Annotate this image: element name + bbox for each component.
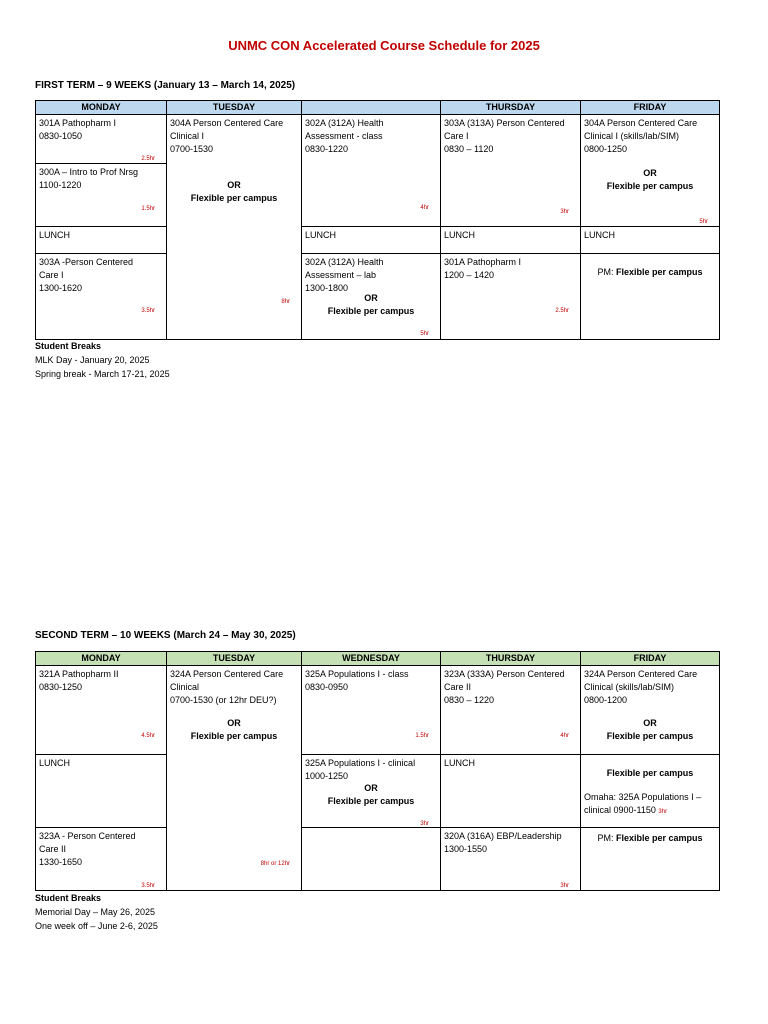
course-label: 301A Pathopharm I xyxy=(39,118,117,128)
breaks-title: Student Breaks xyxy=(35,893,102,903)
flexible-label: Flexible per campus xyxy=(606,181,694,191)
lunch-label: LUNCH xyxy=(444,758,476,768)
course-time: 0800-1250 xyxy=(584,144,628,154)
hours-label: 3.5hr xyxy=(141,883,155,889)
course-time: 0830-1220 xyxy=(305,144,349,154)
term1-mon-intro-cell xyxy=(35,163,167,227)
break-item: Spring break - March 17-21, 2025 xyxy=(35,369,170,379)
course-time: 1330-1650 xyxy=(39,857,83,867)
break-item: Memorial Day – May 26, 2025 xyxy=(35,907,156,917)
course-time: 1300-1800 xyxy=(305,283,349,293)
flexible-label: Flexible per campus xyxy=(327,796,415,806)
or-label: OR xyxy=(643,168,657,178)
lunch-label: LUNCH xyxy=(305,230,337,240)
term1-thu-person-centered-cell xyxy=(440,114,581,227)
term2-fri-clinical-cell xyxy=(580,665,720,755)
term1-fri-clinical-cell xyxy=(580,114,720,227)
term1-header-monday: MONDAY xyxy=(35,100,167,115)
hours-label: 1.5hr xyxy=(415,733,429,739)
pm-flexible-line xyxy=(581,832,719,845)
hours-label: 4hr xyxy=(560,733,569,739)
hours-label: 8hr or 12hr xyxy=(260,861,290,867)
flexible-label: Flexible per campus xyxy=(615,833,703,843)
course-label: 301A Pathopharm I xyxy=(444,257,522,267)
hours-label: 8hr xyxy=(281,299,290,305)
term2-header-wednesday: WEDNESDAY xyxy=(301,651,441,666)
lunch-label: LUNCH xyxy=(39,230,71,240)
course-label: 323A - Person Centered xyxy=(39,831,136,841)
term1-student-breaks xyxy=(35,339,170,381)
term2-thu-lunch-cell xyxy=(440,754,581,828)
course-label-cont: Clinical (skills/lab/SIM) xyxy=(584,682,675,692)
course-label: 320A (316A) EBP/Leadership xyxy=(444,831,562,841)
flexible-label: Flexible per campus xyxy=(190,193,278,203)
term1-mon-person-centered-cell xyxy=(35,253,167,340)
term1-header-tuesday: TUESDAY xyxy=(166,100,302,115)
term2-thu-ebp-cell xyxy=(440,827,581,891)
course-label: 325A Populations I - class xyxy=(305,669,409,679)
hours-label: 4.5hr xyxy=(141,733,155,739)
course-time: 0830-0950 xyxy=(305,682,349,692)
course-time: 0700-1530 xyxy=(170,144,214,154)
hours-label: 5hr xyxy=(699,219,708,225)
course-time: 1300-1550 xyxy=(444,844,488,854)
omaha-time-text: clinical 0900-1150 xyxy=(584,805,656,815)
term2-header-friday: FRIDAY xyxy=(580,651,720,666)
flexible-label: Flexible per campus xyxy=(615,267,703,277)
course-label: 300A – Intro to Prof Nrsg xyxy=(39,167,139,177)
course-label-cont: Assessment – lab xyxy=(305,270,377,280)
term2-tue-clinical-cell xyxy=(166,665,302,891)
course-label-cont: Clinical xyxy=(170,682,200,692)
course-label: 324A Person Centered Care xyxy=(170,669,284,679)
course-label: 325A Populations I - clinical xyxy=(305,758,416,768)
course-label-cont: Care I xyxy=(39,270,64,280)
course-label-cont: Care II xyxy=(39,844,67,854)
flexible-label: Flexible per campus xyxy=(327,306,415,316)
term1-header-thursday: THURSDAY xyxy=(440,100,581,115)
hours-label: 2.5hr xyxy=(141,156,155,162)
term2-mon-person-centered-cell xyxy=(35,827,167,891)
hours-label: 3.5hr xyxy=(141,308,155,314)
or-label: OR xyxy=(227,718,241,728)
course-time: 1100-1220 xyxy=(39,180,82,190)
term2-heading: SECOND TERM – 10 WEEKS (March 24 – May 30, 2025) xyxy=(35,630,296,641)
term1-fri-lunch-cell xyxy=(580,226,720,254)
course-time: 0830-1250 xyxy=(39,682,83,692)
break-item: MLK Day - January 20, 2025 xyxy=(35,355,150,365)
hours-label: 2.5hr xyxy=(555,308,569,314)
course-label: 323A (333A) Person Centered xyxy=(444,669,565,679)
term2-fri-pm-cell xyxy=(580,827,720,891)
or-label: OR xyxy=(364,783,378,793)
flexible-label: Flexible per campus xyxy=(606,768,694,778)
course-label: 321A Pathopharm II xyxy=(39,669,119,679)
term2-wed-populations-clinical-cell xyxy=(301,754,441,828)
page-title: UNMC CON Accelerated Course Schedule for 2025 xyxy=(228,38,540,53)
term1-wed-assessment-class-cell xyxy=(301,114,441,227)
term1-wed-lunch-cell xyxy=(301,226,441,254)
course-time: 0830-1050 xyxy=(39,131,83,141)
hours-label: 5hr xyxy=(420,331,429,337)
hours-label: 3hr xyxy=(560,209,569,215)
term2-mon-pathopharm-cell xyxy=(35,665,167,755)
lunch-label: LUNCH xyxy=(584,230,616,240)
term2-wed-populations-class-cell xyxy=(301,665,441,755)
break-item: One week off – June 2-6, 2025 xyxy=(35,921,158,931)
term2-wed-empty-cell xyxy=(301,827,441,891)
lunch-label: LUNCH xyxy=(444,230,476,240)
course-time: 1300-1620 xyxy=(39,283,83,293)
pm-flexible-line xyxy=(581,266,719,279)
pm-label: PM: xyxy=(597,267,614,277)
course-label: 324A Person Centered Care xyxy=(584,669,698,679)
term1-header-friday: FRIDAY xyxy=(580,100,720,115)
course-time: 0800-1200 xyxy=(584,695,628,705)
course-label: 302A (312A) Health xyxy=(305,118,384,128)
term1-thu-pathopharm-cell xyxy=(440,253,581,340)
term1-wed-assessment-lab-cell xyxy=(301,253,441,340)
or-label: OR xyxy=(364,293,378,303)
term1-thu-lunch-cell xyxy=(440,226,581,254)
term1-mon-lunch-cell xyxy=(35,226,167,254)
course-time: 1200 – 1420 xyxy=(444,270,495,280)
term1-mon-pathopharm-cell xyxy=(35,114,167,164)
course-label-cont: Care I xyxy=(444,131,469,141)
course-time: 1000-1250 xyxy=(305,771,349,781)
course-time: 0830 – 1120 xyxy=(444,144,494,154)
term2-header-monday: MONDAY xyxy=(35,651,167,666)
course-label-cont: Assessment - class xyxy=(305,131,383,141)
pm-label: PM: xyxy=(597,833,614,843)
hours-label: 3hr xyxy=(560,883,569,889)
omaha-course-time xyxy=(584,804,716,819)
course-label-cont: Clinical I xyxy=(170,131,205,141)
lunch-label: LUNCH xyxy=(39,758,71,768)
course-label-cont: Care II xyxy=(444,682,472,692)
term2-header-tuesday: TUESDAY xyxy=(166,651,302,666)
hours-label: 4hr xyxy=(420,205,429,211)
term2-thu-person-centered-cell xyxy=(440,665,581,755)
or-label: OR xyxy=(227,180,241,190)
breaks-title: Student Breaks xyxy=(35,341,102,351)
hours-label: 3hr xyxy=(658,809,668,815)
term2-header-thursday: THURSDAY xyxy=(440,651,581,666)
omaha-course-label: Omaha: 325A Populations I – xyxy=(584,792,702,802)
term2-fri-omaha-cell xyxy=(580,754,720,828)
flexible-label: Flexible per campus xyxy=(190,731,278,741)
course-label: 303A (313A) Person Centered xyxy=(444,118,565,128)
hours-label: 3hr xyxy=(420,821,429,827)
term1-header-wednesday xyxy=(301,100,441,115)
hours-label: 1.5hr xyxy=(141,206,155,212)
course-time: 0700-1530 (or 12hr DEU?) xyxy=(170,695,277,705)
course-label: 304A Person Centered Care xyxy=(584,118,698,128)
course-label-cont: Clinical I (skills/lab/SIM) xyxy=(584,131,680,141)
term1-heading: FIRST TERM – 9 WEEKS (January 13 – March 14, 2025) xyxy=(35,80,296,91)
course-label: 304A Person Centered Care xyxy=(170,118,284,128)
term1-tue-clinical-cell xyxy=(166,114,302,340)
course-label: 303A -Person Centered xyxy=(39,257,134,267)
or-label: OR xyxy=(643,718,657,728)
term1-fri-pm-cell xyxy=(580,253,720,340)
term2-student-breaks xyxy=(35,891,158,933)
course-time: 0830 – 1220 xyxy=(444,695,495,705)
term2-mon-lunch-cell xyxy=(35,754,167,828)
flexible-label: Flexible per campus xyxy=(606,731,694,741)
course-label: 302A (312A) Health xyxy=(305,257,384,267)
